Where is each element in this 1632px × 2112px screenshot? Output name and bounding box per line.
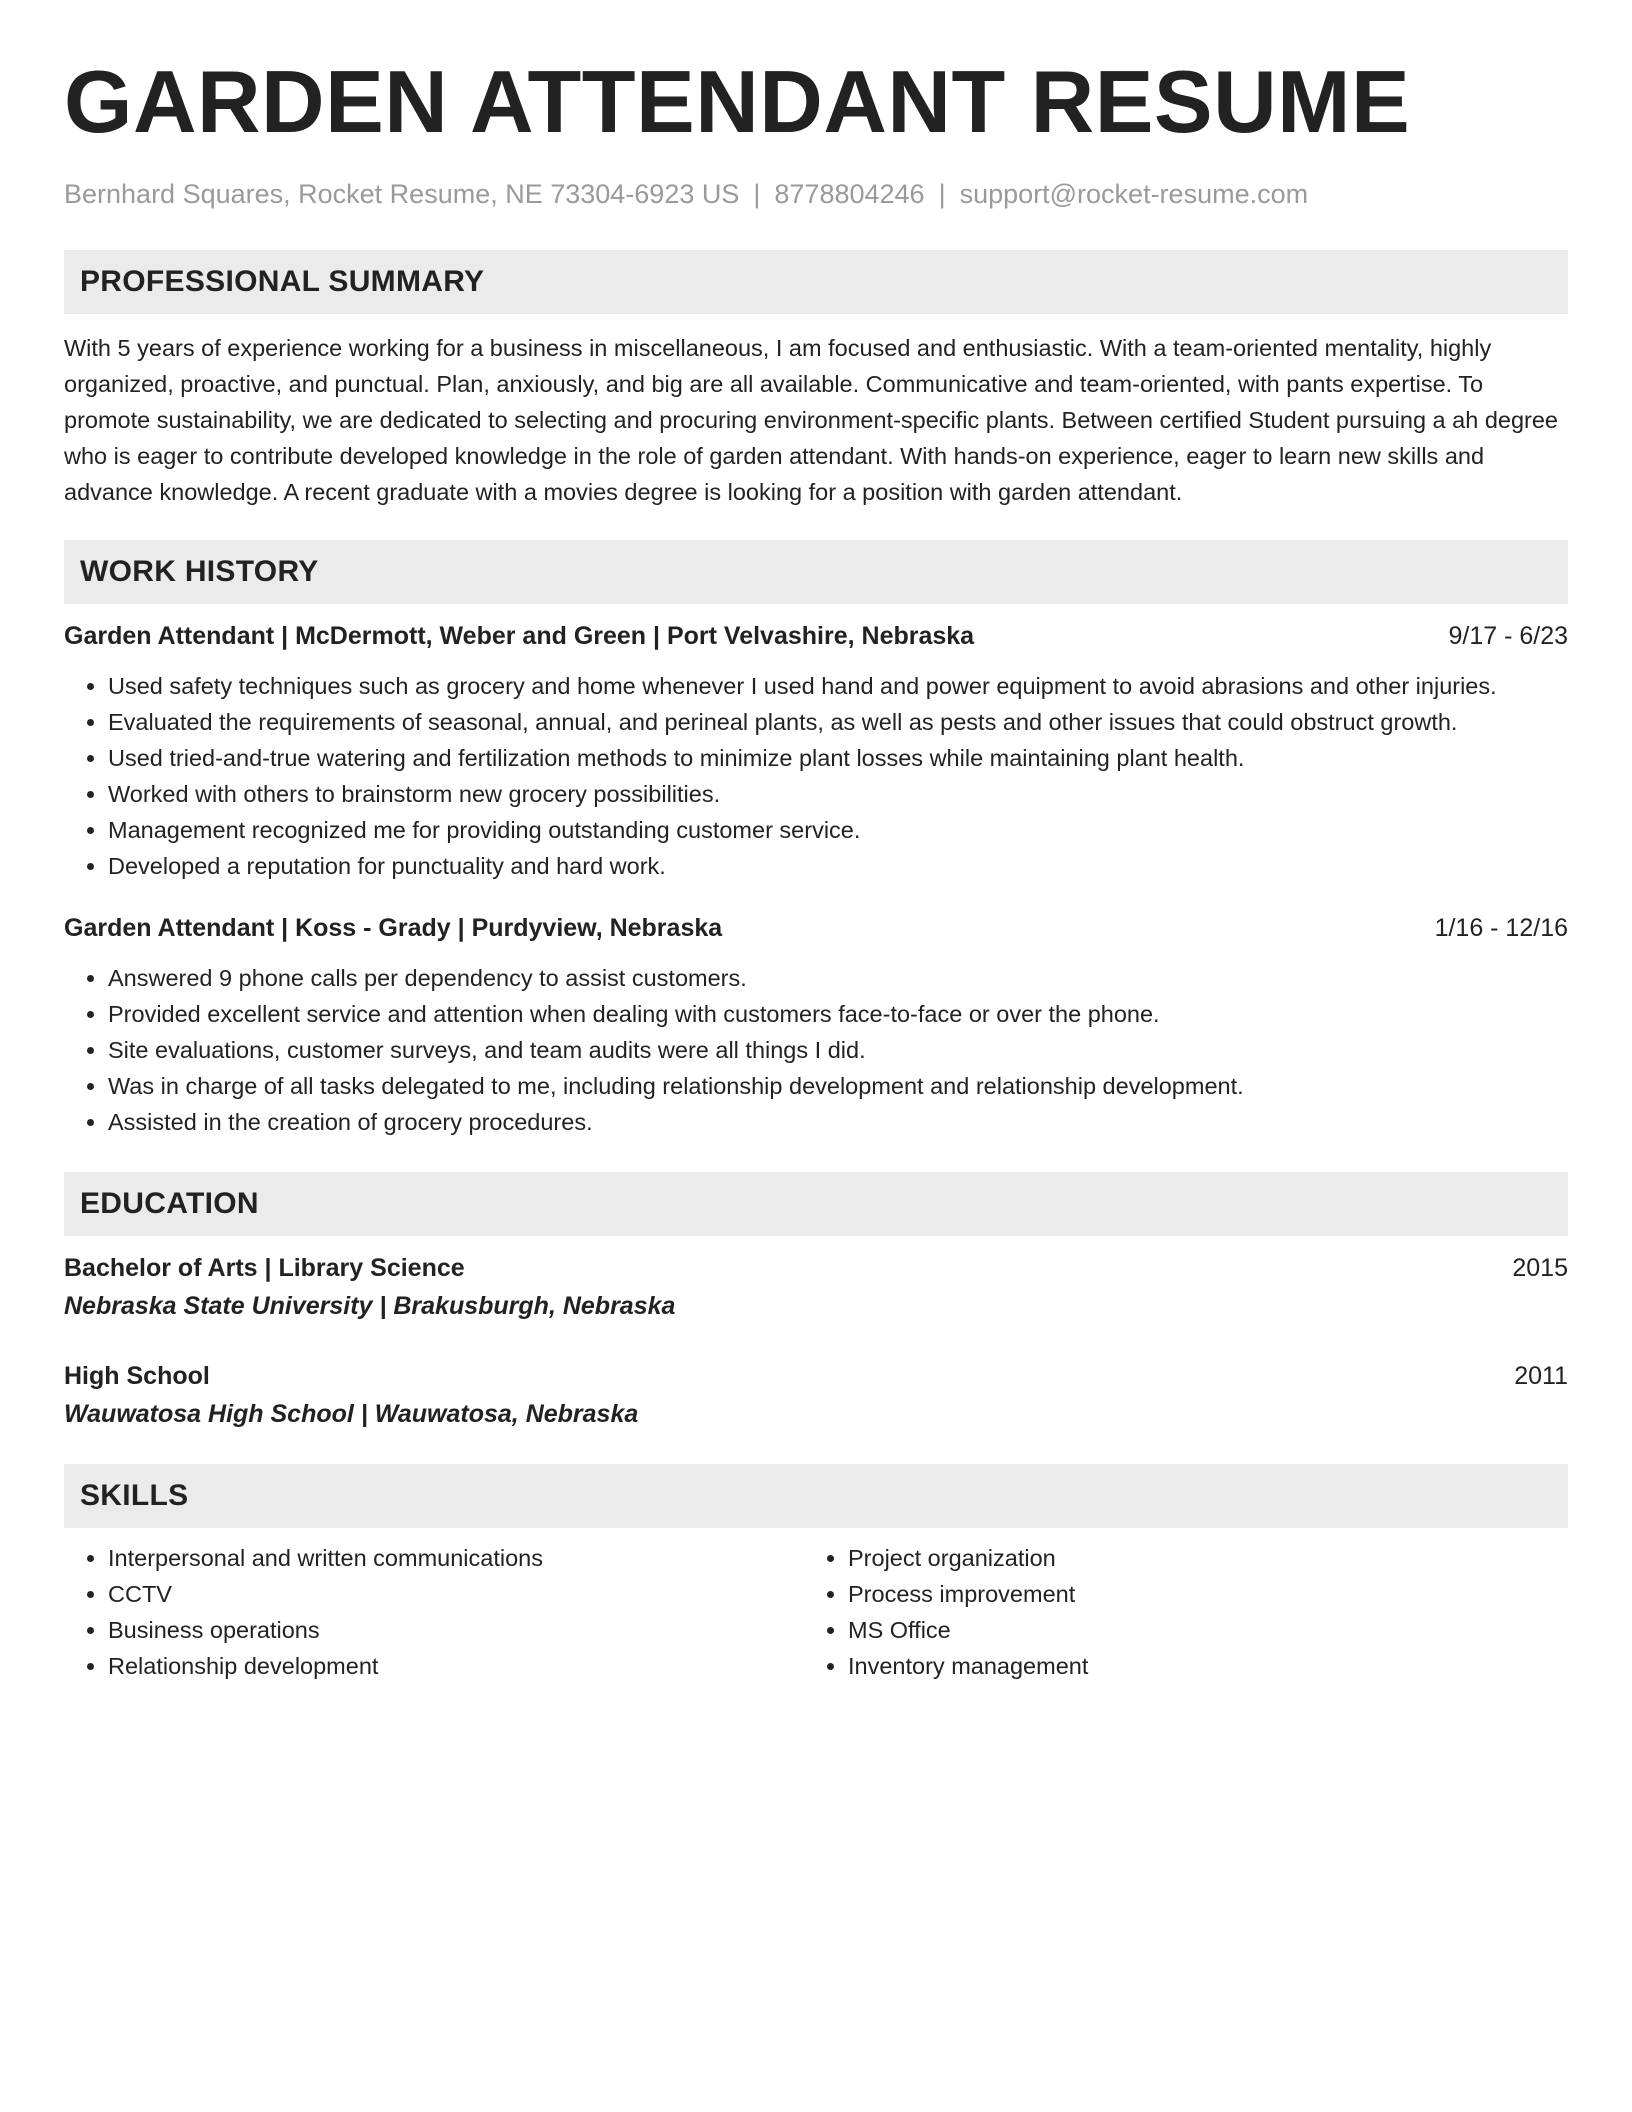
contact-email: support@rocket-resume.com: [959, 179, 1309, 209]
education-entry: [64, 1250, 1568, 1324]
education-school: Wauwatosa High School | Wauwatosa, Nebraska: [64, 1400, 639, 1428]
education-header: [64, 1250, 1568, 1286]
skills-grid: [64, 1540, 1568, 1684]
job-header: [64, 910, 1568, 946]
job-bullet: • Answered 9 phone calls per dependency to assist customers.: [108, 960, 1568, 996]
work-heading: WORK HISTORY: [80, 555, 319, 588]
job-bullet: • Used safety techniques such as grocery and home whenever I used hand and power equipment to avoid abrasions and other injuries.: [108, 668, 1568, 704]
education-section-header: [64, 1172, 1568, 1236]
skill-item: • Business operations: [108, 1612, 804, 1648]
skill-item: • Interpersonal and written communications: [108, 1540, 804, 1576]
job-bullet: • Management recognized me for providing outstanding customer service.: [108, 812, 1568, 848]
contact-address: Bernhard Squares, Rocket Resume, NE 73304-6923 US: [64, 179, 740, 209]
resume-title: GARDEN ATTENDANT RESUME: [64, 52, 1411, 151]
contact-line: [64, 176, 1568, 212]
skill-item: • Inventory management: [848, 1648, 1544, 1684]
skill-item: • Project organization: [848, 1540, 1544, 1576]
job-bullet: • Was in charge of all tasks delegated to me, including relationship development and relationship development.: [108, 1068, 1568, 1104]
education-degree: Bachelor of Arts | Library Science: [64, 1254, 465, 1282]
skill-item: • Relationship development: [108, 1648, 804, 1684]
education-entry: [64, 1358, 1568, 1432]
education-school: Nebraska State University | Brakusburgh, Nebraska: [64, 1292, 676, 1320]
education-degree: High School: [64, 1362, 210, 1390]
education-header: [64, 1358, 1568, 1394]
job-header: [64, 618, 1568, 654]
work-section-header: [64, 540, 1568, 604]
job-bullet: • Developed a reputation for punctuality and hard work.: [108, 848, 1568, 884]
summary-text: With 5 years of experience working for a business in miscellaneous, I am focused and enthusiastic. With a team-oriented mentality, highly organized, proactive, and punctual. Plan, anxiously, and big are all available. Communicative and team-oriented, with pants expertise. To promote sustainability, we are dedicated to selecting and procuring environment-specific plants. Between certified Student pursuing a ah degree who is eager to contribute developed knowledge in the role of garden attendant. With hands-on experience, eager to learn new skills and advance knowledge. A recent graduate with a movies degree is looking for a position with garden attendant.: [64, 335, 1558, 505]
education-year: 2015: [1512, 1254, 1568, 1282]
skill-item: • MS Office: [848, 1612, 1544, 1648]
skills-section-header: [64, 1464, 1568, 1528]
job-bullet: • Used tried-and-true watering and fertilization methods to minimize plant losses while maintaining plant health.: [108, 740, 1568, 776]
contact-separator: |: [938, 179, 946, 209]
job-bullet: • Assisted in the creation of grocery procedures.: [108, 1104, 1568, 1140]
education-heading: EDUCATION: [80, 1187, 259, 1220]
job-entry: [64, 618, 1568, 884]
job-dates: 1/16 - 12/16: [1434, 914, 1568, 942]
job-bullet: • Provided excellent service and attention when dealing with customers face-to-face or over the phone.: [108, 996, 1568, 1032]
job-entry: [64, 910, 1568, 1140]
job-bullet: • Evaluated the requirements of seasonal, annual, and perineal plants, as well as pests and other issues that could obstruct growth.: [108, 704, 1568, 740]
job-bullets: [64, 668, 1568, 884]
summary-heading: PROFESSIONAL SUMMARY: [80, 265, 485, 298]
skill-item: • CCTV: [108, 1576, 804, 1612]
job-title: Garden Attendant | McDermott, Weber and Green | Port Velvashire, Nebraska: [64, 622, 975, 650]
contact-separator: |: [753, 179, 761, 209]
skills-column-right: [804, 1540, 1544, 1684]
skill-item: • Process improvement: [848, 1576, 1544, 1612]
education-year: 2011: [1514, 1362, 1568, 1390]
job-dates: 9/17 - 6/23: [1448, 622, 1568, 650]
job-bullet: • Worked with others to brainstorm new grocery possibilities.: [108, 776, 1568, 812]
contact-phone: 8778804246: [774, 179, 925, 209]
skills-heading: SKILLS: [80, 1479, 189, 1512]
job-bullet: • Site evaluations, customer surveys, and team audits were all things I did.: [108, 1032, 1568, 1068]
skills-column-left: [64, 1540, 804, 1684]
job-title: Garden Attendant | Koss - Grady | Purdyview, Nebraska: [64, 914, 723, 942]
summary-section-header: [64, 250, 1568, 314]
job-bullets: [64, 960, 1568, 1140]
